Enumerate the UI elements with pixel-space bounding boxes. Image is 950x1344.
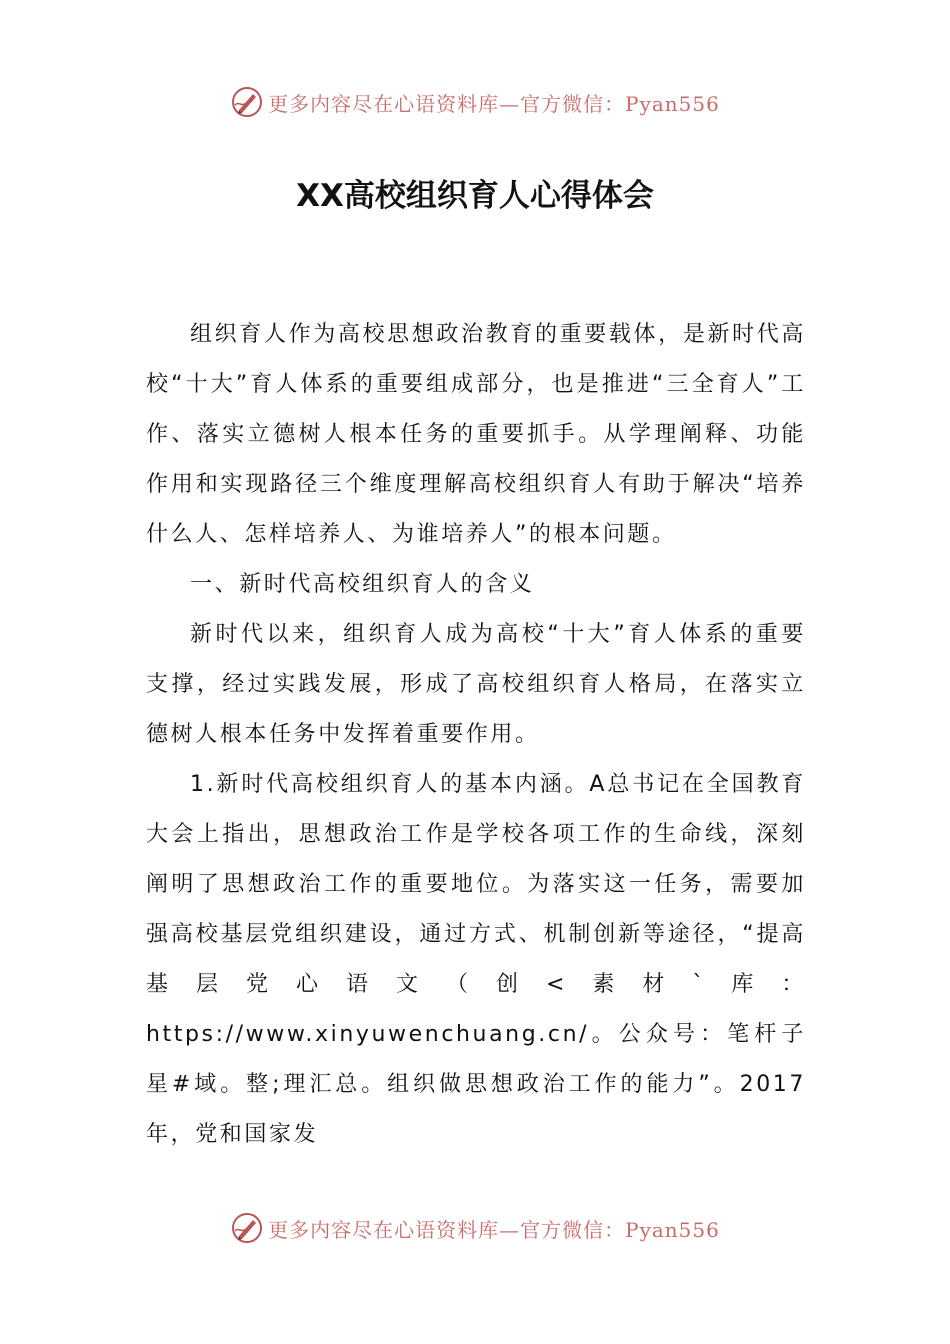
pen-logo-icon (230, 85, 264, 119)
document-body (146, 310, 806, 1160)
pen-logo-icon (230, 1211, 264, 1245)
watermark-text: 更多内容尽在心语资料库—官方微信：Pyan556 (268, 1217, 720, 1242)
section-heading: 一、新时代高校组织育人的含义 (190, 572, 535, 597)
watermark-text: 更多内容尽在心语资料库—官方微信：Pyan556 (268, 91, 720, 116)
paragraph-intro: 组织育人作为高校思想政治教育的重要载体，是新时代高校“十大”育人体系的重要组成部分，也是推进“三全育人”工作、落实立德树人根本任务的重要抓手。从学理阐释、功能作用和实现路径三个维度理解高校组织育人有助于解决“培养什么人、怎样培养人、为谁培养人”的根本问题。 (146, 322, 806, 547)
watermark-header (0, 82, 950, 122)
paragraph-meaning: 新时代以来，组织育人成为高校“十大”育人体系的重要支撑，经过实践发展，形成了高校组织育人格局，在落实立德树人根本任务中发挥着重要作用。 (146, 622, 806, 747)
document-title: XX高校组织育人心得体会 (296, 178, 654, 214)
paragraph-connotation: 1.新时代高校组织育人的基本内涵。A总书记在全国教育大会上指出，思想政治工作是学校各项工作的生命线，深刻阐明了思想政治工作的重要地位。为落实这一任务，需要加强高校基层党组织建设，通过方式、机制创新等途径，“提高基层党心语文（创<素材`库：https://www.xinyuwenchuang.cn/。公众号：笔杆子星#域。整;理汇总。组织做思想政治工作的能力”。2017年，党和国家发 (146, 772, 806, 1147)
watermark-footer (0, 1208, 950, 1248)
